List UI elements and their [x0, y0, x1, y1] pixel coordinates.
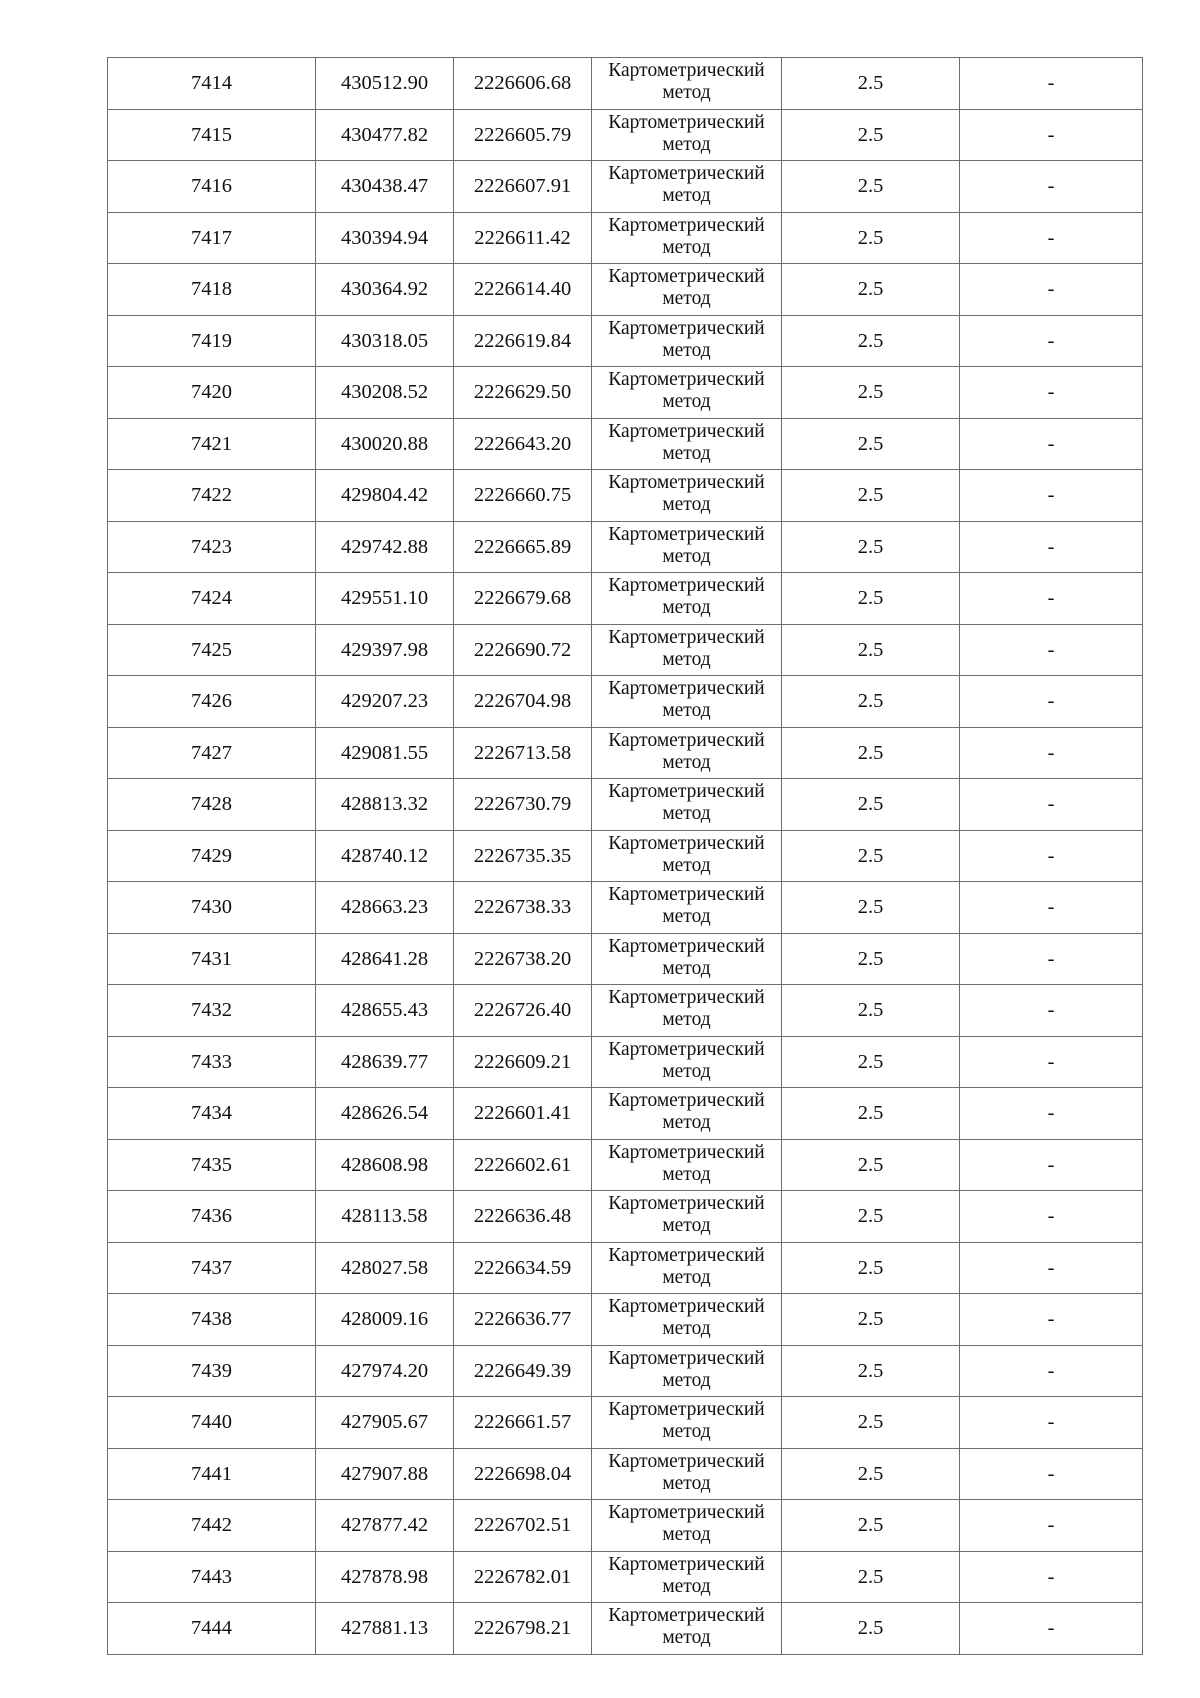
point-number-cell: 7428 — [108, 779, 316, 831]
x-coordinate-cell: 427877.42 — [316, 1500, 454, 1552]
accuracy-cell: 2.5 — [782, 985, 960, 1037]
method-cell — [592, 315, 782, 367]
accuracy-cell: 2.5 — [782, 521, 960, 573]
y-coordinate-cell: 2226606.68 — [454, 58, 592, 110]
note-cell: - — [960, 367, 1143, 419]
method-line-1: Картометрический — [608, 1193, 765, 1214]
table-row — [108, 1294, 1143, 1346]
accuracy-cell: 2.5 — [782, 830, 960, 882]
table-row — [108, 1345, 1143, 1397]
point-number-cell: 7414 — [108, 58, 316, 110]
table-row — [108, 1397, 1143, 1449]
x-coordinate-cell: 427905.67 — [316, 1397, 454, 1449]
table-row — [108, 1242, 1143, 1294]
x-coordinate-cell: 429804.42 — [316, 470, 454, 522]
x-coordinate-cell: 428655.43 — [316, 985, 454, 1037]
method-line-1: Картометрический — [608, 626, 765, 648]
point-number-cell: 7432 — [108, 985, 316, 1037]
x-coordinate-cell: 429397.98 — [316, 624, 454, 676]
point-number-cell: 7437 — [108, 1242, 316, 1294]
y-coordinate-cell: 2226660.75 — [454, 470, 592, 522]
method-cell — [592, 1088, 782, 1140]
y-coordinate-cell: 2226679.68 — [454, 573, 592, 625]
method-line-2: метод — [662, 1009, 711, 1030]
y-coordinate-cell: 2226602.61 — [454, 1139, 592, 1191]
method-cell — [592, 1345, 782, 1397]
x-coordinate-cell: 430318.05 — [316, 315, 454, 367]
accuracy-cell: 2.5 — [782, 1500, 960, 1552]
method-line-2: метод — [662, 597, 711, 618]
point-number-cell: 7430 — [108, 882, 316, 934]
method-line-2: метод — [662, 442, 711, 464]
method-line-2: метод — [662, 1421, 711, 1442]
method-cell — [592, 727, 782, 779]
method-line-2: метод — [662, 1318, 711, 1339]
x-coordinate-cell: 428641.28 — [316, 933, 454, 985]
method-line-2: метод — [662, 1575, 711, 1597]
method-cell — [592, 1397, 782, 1449]
method-line-1: Картометрический — [608, 1553, 765, 1575]
method-line-2: метод — [662, 339, 711, 361]
method-line-1: Картометрический — [608, 1347, 765, 1369]
table-row — [108, 264, 1143, 316]
accuracy-cell: 2.5 — [782, 624, 960, 676]
point-number-cell: 7427 — [108, 727, 316, 779]
method-cell — [592, 1551, 782, 1603]
accuracy-cell: 2.5 — [782, 1191, 960, 1243]
point-number-cell: 7434 — [108, 1088, 316, 1140]
x-coordinate-cell: 430477.82 — [316, 109, 454, 161]
x-coordinate-cell: 428740.12 — [316, 830, 454, 882]
method-line-2: метод — [662, 1627, 711, 1648]
note-cell: - — [960, 1036, 1143, 1088]
note-cell: - — [960, 418, 1143, 470]
accuracy-cell: 2.5 — [782, 418, 960, 470]
method-line-2: метод — [662, 1163, 711, 1185]
x-coordinate-cell: 430020.88 — [316, 418, 454, 470]
note-cell: - — [960, 882, 1143, 934]
note-cell: - — [960, 264, 1143, 316]
y-coordinate-cell: 2226643.20 — [454, 418, 592, 470]
method-cell — [592, 521, 782, 573]
accuracy-cell: 2.5 — [782, 315, 960, 367]
method-line-2: метод — [662, 288, 711, 309]
method-line-2: метод — [662, 1112, 711, 1133]
table-row — [108, 1088, 1143, 1140]
method-line-1: Картометрический — [608, 1244, 765, 1266]
table-row — [108, 573, 1143, 625]
method-line-2: метод — [662, 957, 711, 979]
method-line-1: Картометрический — [608, 678, 765, 699]
x-coordinate-cell: 428626.54 — [316, 1088, 454, 1140]
method-line-1: Картометрический — [608, 523, 765, 545]
method-line-2: метод — [662, 1215, 711, 1236]
method-line-1: Картометрический — [608, 729, 765, 751]
accuracy-cell: 2.5 — [782, 1294, 960, 1346]
note-cell: - — [960, 521, 1143, 573]
y-coordinate-cell: 2226690.72 — [454, 624, 592, 676]
point-number-cell: 7431 — [108, 933, 316, 985]
y-coordinate-cell: 2226735.35 — [454, 830, 592, 882]
method-line-1: Картометрический — [608, 420, 765, 442]
method-cell — [592, 1139, 782, 1191]
method-line-2: метод — [662, 1472, 711, 1494]
y-coordinate-cell: 2226713.58 — [454, 727, 592, 779]
y-coordinate-cell: 2226738.33 — [454, 882, 592, 934]
method-line-1: Картометрический — [608, 1450, 765, 1472]
method-line-2: метод — [662, 82, 711, 103]
accuracy-cell: 2.5 — [782, 367, 960, 419]
point-number-cell: 7438 — [108, 1294, 316, 1346]
point-number-cell: 7433 — [108, 1036, 316, 1088]
y-coordinate-cell: 2226738.20 — [454, 933, 592, 985]
method-cell — [592, 367, 782, 419]
table-row — [108, 830, 1143, 882]
method-line-2: метод — [662, 1524, 711, 1545]
accuracy-cell: 2.5 — [782, 727, 960, 779]
y-coordinate-cell: 2226798.21 — [454, 1603, 592, 1655]
x-coordinate-cell: 428663.23 — [316, 882, 454, 934]
note-cell: - — [960, 58, 1143, 110]
method-line-1: Картометрический — [608, 266, 765, 287]
x-coordinate-cell: 428813.32 — [316, 779, 454, 831]
point-number-cell: 7417 — [108, 212, 316, 264]
method-line-2: метод — [662, 700, 711, 721]
table-row — [108, 676, 1143, 728]
x-coordinate-cell: 427878.98 — [316, 1551, 454, 1603]
accuracy-cell: 2.5 — [782, 212, 960, 264]
method-line-1: Картометрический — [608, 781, 765, 802]
method-cell — [592, 418, 782, 470]
note-cell: - — [960, 933, 1143, 985]
x-coordinate-cell: 429081.55 — [316, 727, 454, 779]
method-line-2: метод — [662, 391, 711, 412]
note-cell: - — [960, 161, 1143, 213]
point-number-cell: 7441 — [108, 1448, 316, 1500]
method-cell — [592, 212, 782, 264]
x-coordinate-cell: 428009.16 — [316, 1294, 454, 1346]
y-coordinate-cell: 2226649.39 — [454, 1345, 592, 1397]
accuracy-cell: 2.5 — [782, 1139, 960, 1191]
method-line-1: Картометрический — [608, 214, 765, 236]
method-line-2: метод — [662, 133, 711, 155]
point-number-cell: 7436 — [108, 1191, 316, 1243]
note-cell: - — [960, 1139, 1143, 1191]
y-coordinate-cell: 2226601.41 — [454, 1088, 592, 1140]
point-number-cell: 7429 — [108, 830, 316, 882]
x-coordinate-cell: 430364.92 — [316, 264, 454, 316]
x-coordinate-cell: 427907.88 — [316, 1448, 454, 1500]
note-cell: - — [960, 624, 1143, 676]
y-coordinate-cell: 2226782.01 — [454, 1551, 592, 1603]
accuracy-cell: 2.5 — [782, 1603, 960, 1655]
note-cell: - — [960, 1294, 1143, 1346]
table-row — [108, 1191, 1143, 1243]
note-cell: - — [960, 470, 1143, 522]
accuracy-cell: 2.5 — [782, 1551, 960, 1603]
method-line-1: Картометрический — [608, 884, 765, 905]
note-cell: - — [960, 830, 1143, 882]
method-line-1: Картометрический — [608, 163, 765, 184]
method-cell — [592, 470, 782, 522]
method-line-2: метод — [662, 494, 711, 515]
method-line-1: Картометрический — [608, 575, 765, 596]
x-coordinate-cell: 429551.10 — [316, 573, 454, 625]
accuracy-cell: 2.5 — [782, 161, 960, 213]
method-line-1: Картометрический — [608, 1038, 765, 1060]
x-coordinate-cell: 430394.94 — [316, 212, 454, 264]
point-number-cell: 7422 — [108, 470, 316, 522]
table-row — [108, 161, 1143, 213]
x-coordinate-cell: 429207.23 — [316, 676, 454, 728]
method-line-1: Картометрический — [608, 1090, 765, 1111]
note-cell: - — [960, 676, 1143, 728]
y-coordinate-cell: 2226619.84 — [454, 315, 592, 367]
table-row — [108, 1448, 1143, 1500]
y-coordinate-cell: 2226634.59 — [454, 1242, 592, 1294]
point-number-cell: 7442 — [108, 1500, 316, 1552]
point-number-cell: 7421 — [108, 418, 316, 470]
point-number-cell: 7439 — [108, 1345, 316, 1397]
method-cell — [592, 1448, 782, 1500]
point-number-cell: 7425 — [108, 624, 316, 676]
method-line-2: метод — [662, 1060, 711, 1082]
table-row — [108, 367, 1143, 419]
point-number-cell: 7426 — [108, 676, 316, 728]
accuracy-cell: 2.5 — [782, 58, 960, 110]
table-row — [108, 985, 1143, 1037]
note-cell: - — [960, 1397, 1143, 1449]
method-line-2: метод — [662, 236, 711, 258]
y-coordinate-cell: 2226605.79 — [454, 109, 592, 161]
method-cell — [592, 1500, 782, 1552]
method-line-1: Картометрический — [608, 60, 765, 81]
point-number-cell: 7416 — [108, 161, 316, 213]
method-line-1: Картометрический — [608, 935, 765, 957]
table-row — [108, 1139, 1143, 1191]
method-line-2: метод — [662, 648, 711, 670]
table-row — [108, 624, 1143, 676]
method-cell — [592, 676, 782, 728]
method-line-1: Картометрический — [608, 1399, 765, 1420]
accuracy-cell: 2.5 — [782, 676, 960, 728]
accuracy-cell: 2.5 — [782, 1242, 960, 1294]
coordinates-table — [107, 57, 1143, 1655]
table-row — [108, 1551, 1143, 1603]
note-cell: - — [960, 1088, 1143, 1140]
table-row — [108, 109, 1143, 161]
table-row — [108, 779, 1143, 831]
note-cell: - — [960, 1551, 1143, 1603]
note-cell: - — [960, 1603, 1143, 1655]
table-row — [108, 1036, 1143, 1088]
accuracy-cell: 2.5 — [782, 1036, 960, 1088]
method-cell — [592, 161, 782, 213]
point-number-cell: 7435 — [108, 1139, 316, 1191]
method-cell — [592, 264, 782, 316]
method-cell — [592, 779, 782, 831]
method-line-1: Картометрический — [608, 987, 765, 1008]
y-coordinate-cell: 2226614.40 — [454, 264, 592, 316]
table-row — [108, 212, 1143, 264]
method-line-1: Картометрический — [608, 1605, 765, 1626]
method-cell — [592, 985, 782, 1037]
accuracy-cell: 2.5 — [782, 933, 960, 985]
method-line-1: Картометрический — [608, 369, 765, 390]
y-coordinate-cell: 2226636.48 — [454, 1191, 592, 1243]
note-cell: - — [960, 1448, 1143, 1500]
table-row — [108, 418, 1143, 470]
method-cell — [592, 624, 782, 676]
point-number-cell: 7418 — [108, 264, 316, 316]
method-line-2: метод — [662, 906, 711, 927]
x-coordinate-cell: 427974.20 — [316, 1345, 454, 1397]
note-cell: - — [960, 1500, 1143, 1552]
method-line-2: метод — [662, 751, 711, 773]
point-number-cell: 7423 — [108, 521, 316, 573]
method-cell — [592, 830, 782, 882]
coordinates-table-body — [108, 58, 1143, 1655]
method-line-1: Картометрический — [608, 1502, 765, 1523]
method-line-2: метод — [662, 803, 711, 824]
y-coordinate-cell: 2226698.04 — [454, 1448, 592, 1500]
note-cell: - — [960, 779, 1143, 831]
table-row — [108, 521, 1143, 573]
y-coordinate-cell: 2226661.57 — [454, 1397, 592, 1449]
point-number-cell: 7415 — [108, 109, 316, 161]
point-number-cell: 7419 — [108, 315, 316, 367]
method-cell — [592, 573, 782, 625]
x-coordinate-cell: 429742.88 — [316, 521, 454, 573]
table-row — [108, 58, 1143, 110]
y-coordinate-cell: 2226609.21 — [454, 1036, 592, 1088]
accuracy-cell: 2.5 — [782, 573, 960, 625]
x-coordinate-cell: 430208.52 — [316, 367, 454, 419]
y-coordinate-cell: 2226730.79 — [454, 779, 592, 831]
method-line-1: Картометрический — [608, 832, 765, 854]
x-coordinate-cell: 428608.98 — [316, 1139, 454, 1191]
note-cell: - — [960, 315, 1143, 367]
table-row — [108, 1603, 1143, 1655]
method-cell — [592, 109, 782, 161]
method-line-1: Картометрический — [608, 317, 765, 339]
method-line-2: метод — [662, 854, 711, 876]
method-line-1: Картометрический — [608, 111, 765, 133]
note-cell: - — [960, 1345, 1143, 1397]
y-coordinate-cell: 2226702.51 — [454, 1500, 592, 1552]
method-cell — [592, 1242, 782, 1294]
accuracy-cell: 2.5 — [782, 882, 960, 934]
table-row — [108, 1500, 1143, 1552]
method-line-2: метод — [662, 185, 711, 206]
method-line-2: метод — [662, 1369, 711, 1391]
note-cell: - — [960, 1242, 1143, 1294]
x-coordinate-cell: 428113.58 — [316, 1191, 454, 1243]
accuracy-cell: 2.5 — [782, 779, 960, 831]
method-cell — [592, 933, 782, 985]
y-coordinate-cell: 2226636.77 — [454, 1294, 592, 1346]
table-row — [108, 933, 1143, 985]
method-cell — [592, 1294, 782, 1346]
y-coordinate-cell: 2226611.42 — [454, 212, 592, 264]
point-number-cell: 7443 — [108, 1551, 316, 1603]
accuracy-cell: 2.5 — [782, 1345, 960, 1397]
accuracy-cell: 2.5 — [782, 470, 960, 522]
method-line-2: метод — [662, 1266, 711, 1288]
point-number-cell: 7440 — [108, 1397, 316, 1449]
accuracy-cell: 2.5 — [782, 109, 960, 161]
method-line-1: Картометрический — [608, 1141, 765, 1163]
method-cell — [592, 1603, 782, 1655]
x-coordinate-cell: 430512.90 — [316, 58, 454, 110]
note-cell: - — [960, 985, 1143, 1037]
accuracy-cell: 2.5 — [782, 1088, 960, 1140]
note-cell: - — [960, 1191, 1143, 1243]
y-coordinate-cell: 2226665.89 — [454, 521, 592, 573]
note-cell: - — [960, 573, 1143, 625]
note-cell: - — [960, 212, 1143, 264]
y-coordinate-cell: 2226629.50 — [454, 367, 592, 419]
table-row — [108, 882, 1143, 934]
method-cell — [592, 1036, 782, 1088]
point-number-cell: 7424 — [108, 573, 316, 625]
y-coordinate-cell: 2226726.40 — [454, 985, 592, 1037]
point-number-cell: 7444 — [108, 1603, 316, 1655]
method-line-1: Картометрический — [608, 472, 765, 493]
x-coordinate-cell: 428639.77 — [316, 1036, 454, 1088]
method-cell — [592, 58, 782, 110]
y-coordinate-cell: 2226704.98 — [454, 676, 592, 728]
method-line-2: метод — [662, 545, 711, 567]
x-coordinate-cell: 430438.47 — [316, 161, 454, 213]
method-cell — [592, 1191, 782, 1243]
x-coordinate-cell: 428027.58 — [316, 1242, 454, 1294]
point-number-cell: 7420 — [108, 367, 316, 419]
accuracy-cell: 2.5 — [782, 1448, 960, 1500]
table-row — [108, 727, 1143, 779]
y-coordinate-cell: 2226607.91 — [454, 161, 592, 213]
accuracy-cell: 2.5 — [782, 264, 960, 316]
accuracy-cell: 2.5 — [782, 1397, 960, 1449]
x-coordinate-cell: 427881.13 — [316, 1603, 454, 1655]
table-row — [108, 315, 1143, 367]
note-cell: - — [960, 727, 1143, 779]
note-cell: - — [960, 109, 1143, 161]
table-row — [108, 470, 1143, 522]
method-cell — [592, 882, 782, 934]
method-line-1: Картометрический — [608, 1296, 765, 1317]
